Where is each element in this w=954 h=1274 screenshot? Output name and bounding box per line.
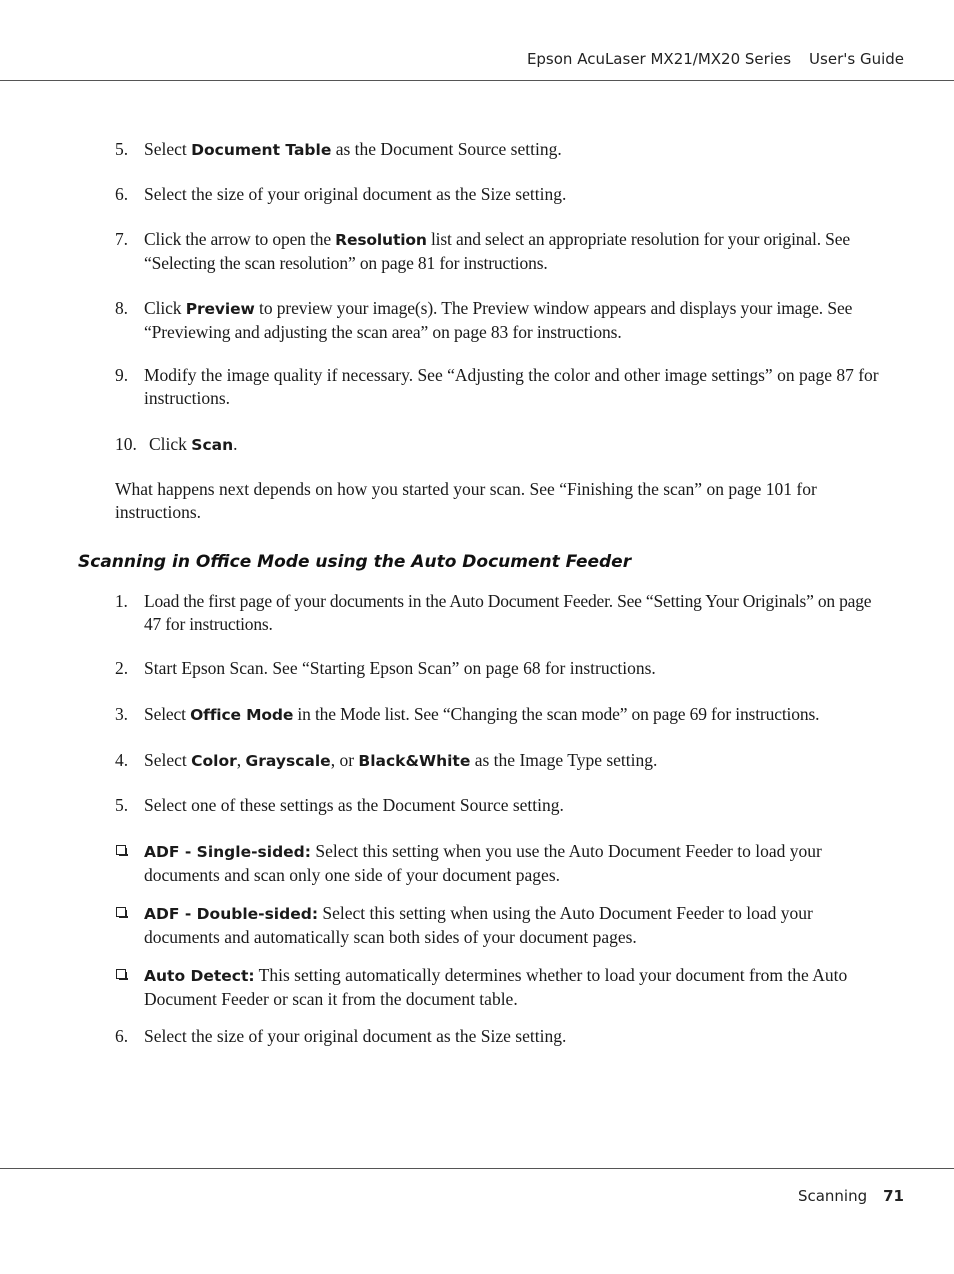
checkbox-bullet-icon xyxy=(116,907,126,917)
step-text: Select xyxy=(144,704,191,724)
footer-section: Scanning xyxy=(797,1187,868,1205)
step-a-10 xyxy=(115,433,889,457)
step-number: 6. xyxy=(115,1026,129,1046)
step-text: . xyxy=(233,434,238,454)
step-number: 5. xyxy=(115,139,129,159)
ui-term: Resolution xyxy=(335,231,427,249)
step-b-2 xyxy=(115,657,884,680)
bullet-text: Select this setting when you use the Auto Document Feeder to load your documents and scan only one side of your document pages. xyxy=(144,841,822,885)
step-text: , or xyxy=(330,750,359,770)
step-text: Select xyxy=(144,139,192,159)
footer-rule xyxy=(0,1168,954,1169)
bullet-term: ADF - Single-sided: xyxy=(144,843,311,861)
bullet-auto-detect xyxy=(144,964,884,1010)
step-b-4 xyxy=(115,749,884,773)
bullet-adf-single xyxy=(144,840,884,886)
step-number: 9. xyxy=(115,365,129,385)
step-a-9 xyxy=(115,364,884,409)
step-b-5 xyxy=(115,794,884,817)
ui-term: Scan xyxy=(191,436,234,454)
ui-term: Preview xyxy=(185,300,255,318)
section-heading: Scanning in Office Mode using the Auto Document Feeder xyxy=(78,552,632,572)
ui-term: Black&White xyxy=(358,752,471,770)
step-b-1 xyxy=(115,590,884,635)
step-text: Load the first page of your documents in the Auto Document Feeder. See “Setting Your Originals” on page 47 for instructions. xyxy=(144,591,872,634)
ui-term: Color xyxy=(191,752,237,770)
step-text: Start Epson Scan. See “Starting Epson Scan” on page 68 for instructions. xyxy=(144,658,656,678)
step-number: 5. xyxy=(115,795,129,815)
step-text: Select the size of your original document as the Size setting. xyxy=(144,184,567,204)
step-text: as the Document Source setting. xyxy=(331,139,562,159)
step-a-6 xyxy=(115,183,884,206)
step-b-6 xyxy=(115,1025,884,1048)
header-rule xyxy=(0,80,954,81)
step-text: Select one of these settings as the Document Source setting. xyxy=(144,795,564,815)
step-a-8 xyxy=(115,297,884,343)
step-number: 6. xyxy=(115,184,129,204)
bullet-text: This setting automatically determines whether to load your document from the Auto Document Feeder or scan it from the document table. xyxy=(144,965,848,1009)
ui-term: Grayscale xyxy=(245,752,331,770)
step-b-3 xyxy=(115,703,884,727)
header-guide: User's Guide xyxy=(809,50,904,68)
step-text: Click xyxy=(149,434,192,454)
page-header xyxy=(527,50,904,68)
step-number: 10. xyxy=(115,434,137,454)
bullet-text: Select this setting when using the Auto Document Feeder to load your documents and automatically scan both sides of your document pages. xyxy=(144,903,813,947)
step-number: 2. xyxy=(115,658,129,678)
header-product: Epson AcuLaser MX21/MX20 Series xyxy=(526,50,792,68)
checkbox-bullet-icon xyxy=(116,969,126,979)
bullet-adf-double xyxy=(144,902,884,948)
step-text: Click xyxy=(144,298,186,318)
step-a-5 xyxy=(115,138,884,162)
bullet-term: Auto Detect: xyxy=(144,967,255,985)
step-a-7 xyxy=(115,228,884,274)
step-number: 4. xyxy=(115,750,129,770)
step-number: 3. xyxy=(115,704,128,724)
step-number: 1. xyxy=(115,591,128,611)
step-text: , xyxy=(236,750,246,770)
step-text: to preview your image(s). The Preview window appears and displays your image. See “Previewing and adjusting the scan area” on page 83 for instructions. xyxy=(144,298,853,342)
page-number: 71 xyxy=(883,1187,904,1205)
page-footer xyxy=(798,1187,904,1205)
ui-term: Document Table xyxy=(191,141,332,159)
step-number: 8. xyxy=(115,298,128,318)
step-text: list and select an appropriate resolution for your original. See “Selecting the scan resolution” on page 81 for instructions. xyxy=(144,229,850,273)
step-text: Modify the image quality if necessary. See “Adjusting the color and other image settings” on page 87 for instructions. xyxy=(144,365,879,408)
step-text: in the Mode list. See “Changing the scan mode” on page 69 for instructions. xyxy=(293,704,820,724)
step-text: Select the size of your original document as the Size setting. xyxy=(144,1026,567,1046)
bullet-term: ADF - Double-sided: xyxy=(144,905,319,923)
after-steps-text: What happens next depends on how you started your scan. See “Finishing the scan” on page 101 for instructions. xyxy=(115,479,817,522)
ui-term: Office Mode xyxy=(190,706,294,724)
step-text: as the Image Type setting. xyxy=(470,750,658,770)
step-text: Select xyxy=(144,750,192,770)
step-number: 7. xyxy=(115,229,128,249)
step-text: Click the arrow to open the xyxy=(144,229,336,249)
checkbox-bullet-icon xyxy=(116,845,126,855)
